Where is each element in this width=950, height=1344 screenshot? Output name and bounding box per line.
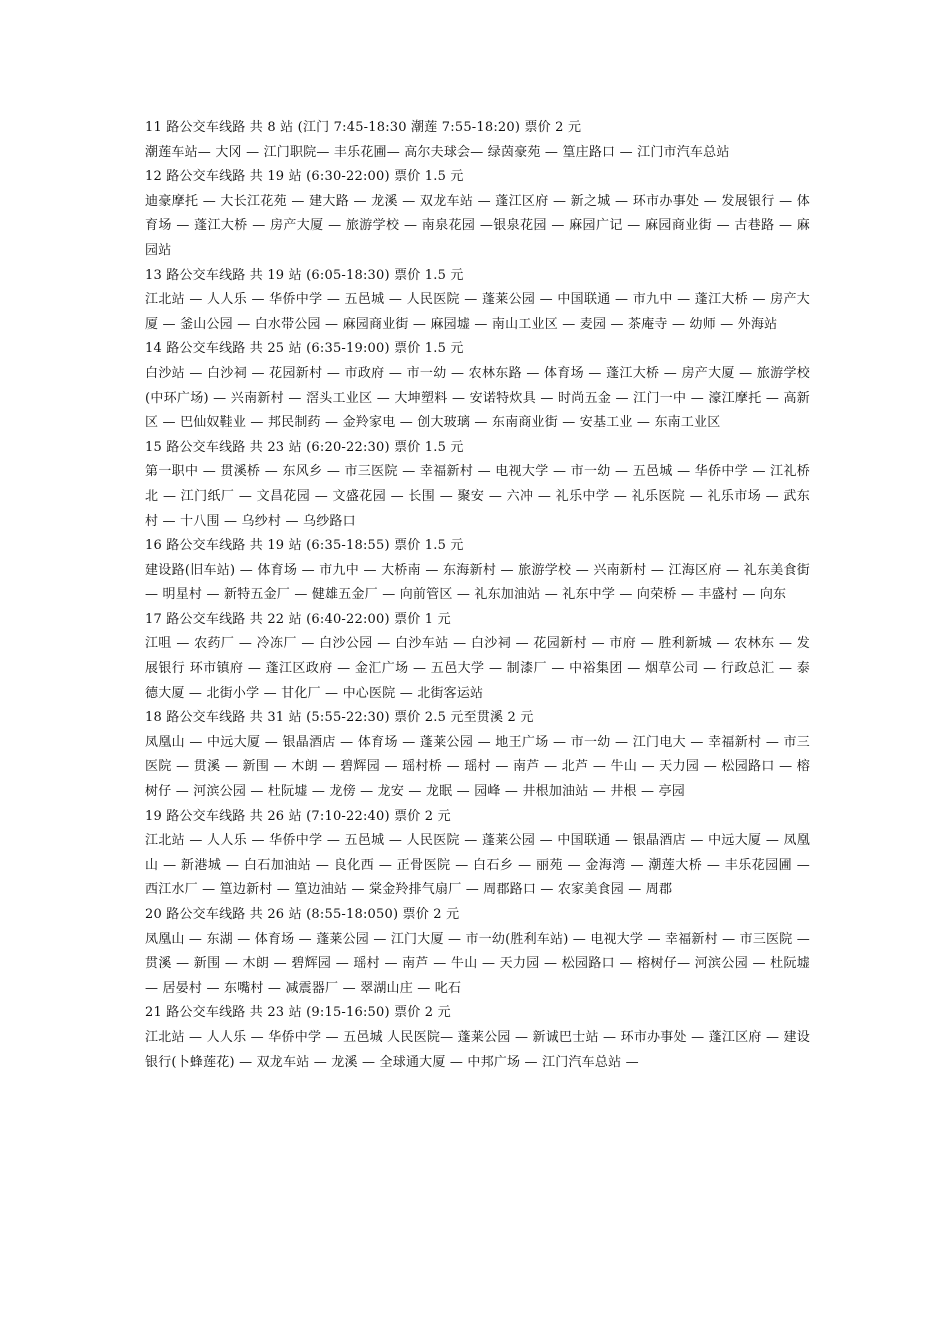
route-15-stops: 第一职中 — 贯溪桥 — 东风乡 — 市三医院 — 幸福新村 — 电视大学 — 市一幼 — 五邑城 — 华侨中学 — 江礼桥北 — 江门纸厂 — 文昌花园 — 文盛花园 — 长围 — 聚安 — 六冲 — 礼乐中学 — 礼乐医院 — 礼乐市场 — 武东村 — 十八围 — 乌纱村 — 乌纱路口 <box>145 464 810 529</box>
route-18-title: 18 路公交车线路 共 31 站 (5:55-22:30) 票价 2.5 元至贯溪 2 元 <box>145 710 534 726</box>
route-13-stops: 江北站 — 人人乐 — 华侨中学 — 五邑城 — 人民医院 — 蓬莱公园 — 中国联通 — 市九中 — 蓬江大桥 — 房产大厦 — 釜山公园 — 白水带公园 — 麻园商业街 — 麻园墟 — 南山工业区 — 麦园 — 茶庵寺 — 幼师 — 外海站 <box>145 292 810 332</box>
route-11-stops: 潮莲车站— 大冈 — 江门职院— 丰乐花圃— 高尔夫球会— 绿茵豪苑 — 篁庄路口 — 江门市汽车总站 <box>145 144 730 160</box>
route-14-title: 14 路公交车线路 共 25 站 (6:35-19:00) 票价 1.5 元 <box>145 341 464 357</box>
route-15-title: 15 路公交车线路 共 23 站 (6:20-22:30) 票价 1.5 元 <box>145 439 464 455</box>
route-17-stops: 江咀 — 农药厂 — 冷冻厂 — 白沙公园 — 白沙车站 — 白沙祠 — 花园新村 — 市府 — 胜利新城 — 农林东 — 发展银行 环市镇府 — 蓬江区政府 — 金汇广场 — 五邑大学 — 制漆厂 — 中裕集团 — 烟草公司 — 行政总汇 — 泰德大厦 — 北街小学 — 甘化厂 — 中心医院 — 北街客运站 <box>145 636 810 701</box>
route-21-title: 21 路公交车线路 共 23 站 (9:15-16:50) 票价 2 元 <box>145 1005 451 1021</box>
route-20-title: 20 路公交车线路 共 26 站 (8:55-18:050) 票价 2 元 <box>145 907 460 922</box>
route-16-stops: 建设路(旧车站) — 体育场 — 市九中 — 大桥南 — 东海新村 — 旅游学校 — 兴南新村 — 江海区府 — 礼东美食街 — 明星村 — 新特五金厂 — 健雄五金厂 — 向前管区 — 礼东加油站 — 礼东中学 — 向荣桥 — 丰盛村 — 向东 <box>145 562 810 603</box>
route-21-stops: 江北站 — 人人乐 — 华侨中学 — 五邑城 人民医院— 蓬莱公园 — 新诚巴士站 — 环市办事处 — 蓬江区府 — 建设银行(卜蜂莲花) — 双龙车站 — 龙溪 — 全球通大厦 — 中邦广场 — 江门汽车总站 — <box>145 1029 810 1070</box>
route-20-stops: 凤凰山 — 东湖 — 体育场 — 蓬莱公园 — 江门大厦 — 市一幼(胜利车站) — 电视大学 — 幸福新村 — 市三医院 — 贯溪 — 新围 — 木朗 — 碧辉园 — 瑶村 — 南芦 — 牛山 — 天力园 — 松园路口 — 榕树仔— 河滨公园 — 杜阮墟 — 居晏村 — 东嘴村 — 减震器厂 — 翠湖山庄 — 叱石 <box>145 931 810 996</box>
route-16-title: 16 路公交车线路 共 19 站 (6:35-18:55) 票价 1.5 元 <box>145 538 464 554</box>
route-13-title: 13 路公交车线路 共 19 站 (6:05-18:30) 票价 1.5 元 <box>145 267 464 283</box>
route-19-stops: 江北站 — 人人乐 — 华侨中学 — 五邑城 — 人民医院 — 蓬莱公园 — 中国联通 — 银晶酒店 — 中远大厦 — 凤凰山 — 新港城 — 白石加油站 — 良化西 — 正骨医院 — 白石乡 — 丽苑 — 金海湾 — 潮莲大桥 — 丰乐花园圃 — 西江水厂 — 篁边新村 — 篁边油站 — 棠金羚排气扇厂 — 周郡路口 — 农家美食园 — 周郡 <box>145 833 810 898</box>
route-14-stops: 白沙站 — 白沙祠 — 花园新村 — 市政府 — 市一幼 — 农林东路 — 体育场 — 蓬江大桥 — 房产大厦 — 旅游学校(中环广场) — 兴南新村 — 滘头工业区 — 大坤塑料 — 安诺特炊具 — 时尚五金 — 江门一中 — 濠江摩托 — 高新区 — 巴仙奴鞋业 — 邦民制药 — 金羚家电 — 创大玻璃 — 东南商业街 — 安基工业 — 东南工业区 <box>145 365 810 431</box>
route-18-stops: 凤凰山 — 中远大厦 — 银晶酒店 — 体育场 — 蓬莱公园 — 地王广场 — 市一幼 — 江门电大 — 幸福新村 — 市三医院 — 贯溪 — 新围 — 木朗 — 碧辉园 — 瑶村桥 — 瑶村 — 南芦 — 北芦 — 牛山 — 天力园 — 松园路口 — 榕树仔 — 河滨公园 — 杜阮墟 — 龙傍 — 龙安 — 龙眠 — 园峰 — 井根加油站 — 井根 — 亭园 <box>145 734 810 800</box>
route-17-title: 17 路公交车线路 共 22 站 (6:40-22:00) 票价 1 元 <box>145 611 451 627</box>
route-11-title: 11 路公交车线路 共 8 站 (江门 7:45-18:30 潮莲 7:55-18:20) 票价 2 元 <box>145 120 582 135</box>
route-19-title: 19 路公交车线路 共 26 站 (7:10-22:40) 票价 2 元 <box>145 808 451 824</box>
route-document <box>145 116 810 1075</box>
route-12-stops: 迪豪摩托 — 大长江花苑 — 建大路 — 龙溪 — 双龙车站 — 蓬江区府 — 新之城 — 环市办事处 — 发展银行 — 体育场 — 蓬江大桥 — 房产大厦 — 旅游学校 — 南泉花园 —银泉花园 — 麻园广记 — 麻园商业街 — 古巷路 — 麻园站 <box>145 193 810 258</box>
route-12-title: 12 路公交车线路 共 19 站 (6:30-22:00) 票价 1.5 元 <box>145 169 464 185</box>
